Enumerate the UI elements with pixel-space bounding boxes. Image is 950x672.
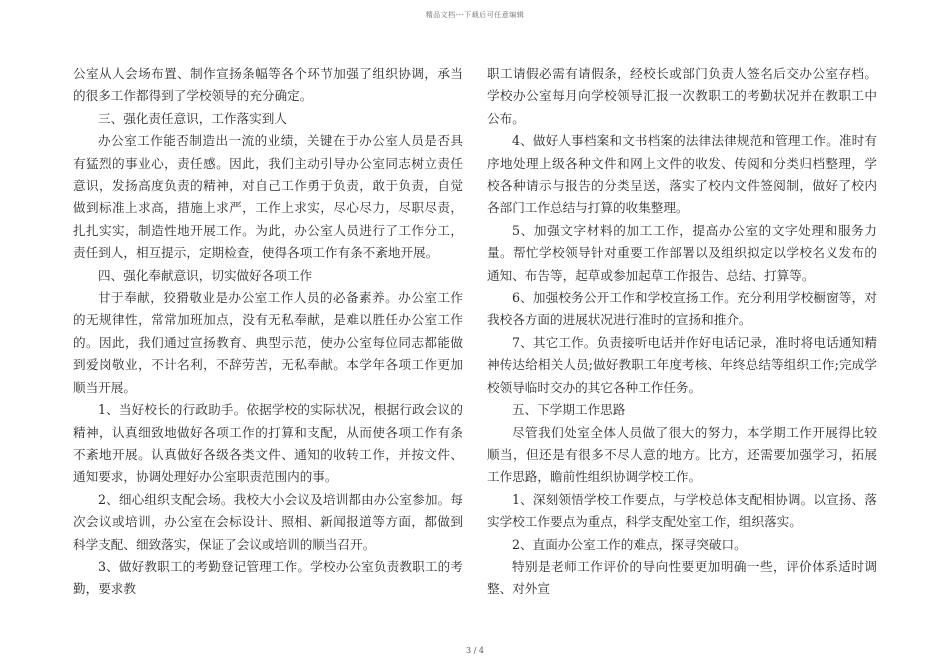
paragraph: 四、强化奉献意识，切实做好各项工作 bbox=[98, 267, 313, 283]
paragraph: 3、做好教职工的考勤登记管理工作。学校办公室负责教职工的考勤，要求教 bbox=[73, 558, 463, 597]
paragraph: 五、下学期工作思路 bbox=[512, 402, 626, 418]
paragraph: 7、其它工作。负责接听电话并作好电话记录，准时将电话通知精神传达给相关人员;做好教职工年度考核、年终总结等组织工作;完成学校领导临时交办的其它各种工作任务。 bbox=[487, 334, 877, 395]
paragraph: 1、当好校长的行政助手。依据学校的实际状况，根据行政会议的精神，认真细致地做好各项工作的打算和支配，从而使各项工作有条不紊地开展。认真做好各级各类文件、通知的收转工作，并按文件、通知要求，协调处理好办公室职责范围内的事。 bbox=[73, 402, 463, 485]
paragraph: 特别是老师工作评价的导向性要更加明确一些，评价体系适时调整、对外宣 bbox=[487, 558, 877, 597]
paragraph: 2、直面办公室工作的难点，探寻突破口。 bbox=[512, 536, 747, 552]
paragraph: 三、强化责任意识，工作落实到人 bbox=[98, 110, 287, 126]
paragraph: 甘于奉献，狡猾敬业是办公室工作人员的必备素养。办公室工作的无规律性，常常加班加点，没有无私奉献，是难以胜任办公室工作的。因此，我们通过宣扬教育、典型示范，使办公室每位同志都能做到爱岗敬业，不计名利，不辞劳苦，无私奉献。本学年各项工作更加顺当开展。 bbox=[73, 290, 463, 395]
paragraph: 5、加强文字材料的加工工作，提高办公室的文字处理和服务力量。帮忙学校领导针对重要工作部署以及组织拟定以学校名义发布的通知、布告等，起草或参加起草工作报告、总结、打算等。 bbox=[487, 222, 877, 283]
right-column bbox=[487, 63, 877, 601]
paragraph: 6、加强校务公开工作和学校宣扬工作。充分利用学校橱窗等，对我校各方面的进展状况进行准时的宣扬和推介。 bbox=[487, 290, 877, 328]
paragraph: 职工请假必需有请假条，经校长或部门负责人签名后交办公室存档。学校办公室每月向学校领导汇报一次教职工的考勤状况并在教职工中公布。 bbox=[487, 66, 877, 126]
left-column bbox=[73, 63, 463, 601]
paragraph: 尽管我们处室全体人员做了很大的努力，本学期工作开展得比较顺当，但还是有很多不尽人意的地方。比方，还需要加强学习，拓展工作思路，瞻前性组织协调学校工作。 bbox=[487, 424, 877, 485]
paragraph: 公室从人会场布置、制作宣扬条幅等各个环节加强了组织协调，承当的很多工作都得到了学校领导的充分确定。 bbox=[73, 66, 463, 104]
paragraph: 办公室工作能否制造出一流的业绩，关键在于办公室人员是否具有猛烈的事业心，责任感。因此，我们主动引导办公室同志树立责任意识，发扬高度负责的精神，对自己工作勇于负责，敢于负责，自觉做到标准上求高，措施上求严，工作上求实，尽心尽力，尽职尽责，扎扎实实，制造性地开展工作。为此，办公室人员进行了工作分工，责任到人，相互提示，定期检查，使得各项工作有条不紊地开展。 bbox=[73, 133, 463, 261]
page-header: 精品文档---下载后可任意编辑 bbox=[425, 11, 525, 19]
paragraph: 4、做好人事档案和文书档案的法律法律规范和管理工作。准时有序地处理上级各种文件和网上文件的收发、传阅和分类归档整理，学校各种请示与报告的分类呈送，落实了校内文件签阅制，做好了校内各部门工作总结与打算的收集整理。 bbox=[487, 133, 877, 216]
paragraph: 2、细心组织支配会场。我校大小会议及培训都由办公室参加。每次会议或培训，办公室在会标设计、照相、新闻报道等方面，都做到科学支配、细致落实，保证了会议或培训的顺当召开。 bbox=[73, 491, 463, 552]
page-number: 3 / 4 bbox=[466, 646, 484, 655]
paragraph: 1、深刻领悟学校工作要点，与学校总体支配相协调。以宣扬、落实学校工作要点为重点，科学支配处室工作，组织落实。 bbox=[487, 491, 877, 530]
